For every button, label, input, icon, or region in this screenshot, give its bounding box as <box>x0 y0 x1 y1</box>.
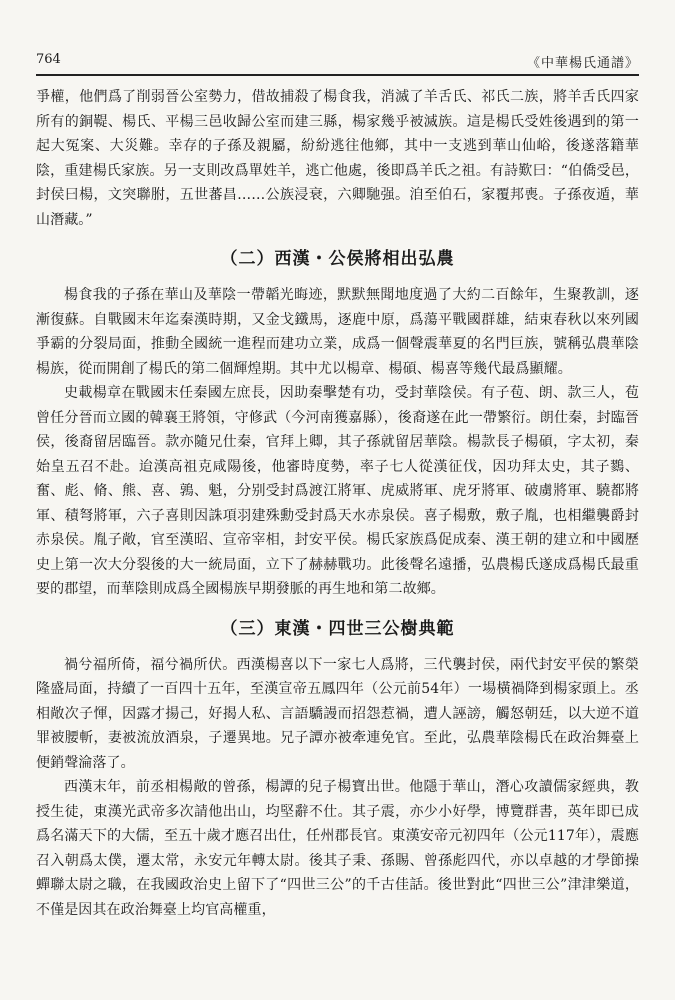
paragraph: 禍兮福所倚，福兮禍所伏。西漢楊喜以下一家七人爲將，三代襲封侯，兩代封安平侯的繁榮隆盛局面，持續了一百四十五年，至漢宣帝五鳳四年（公元前54年）一場橫禍降到楊家頭上。丞相敞次子惲，因露才揚己，好揭人私、言語驕謾而招怨惹禍，遭人誣謗，觸怒朝廷，以大逆不道罪被腰斬，妻被流放酒泉，子遷異地。兄子譚亦被牽連免官。至此，弘農華陰楊氏在政治舞臺上便銷聲淪落了。 <box>36 656 639 771</box>
paragraph: 楊食我的子孫在華山及華陰一帶韜光晦迹，默默無聞地度過了大約二百餘年，生聚教訓，逐漸復蘇。自戰國末年迄秦漢時期，又金戈鐵馬，逐鹿中原，爲蕩平戰國群雄，結束春秋以來列國爭霸的分裂局面，推動全國統一進程而建功立業，成爲一個聲震華夏的名門巨族，號稱弘農華陰楊族，從而開創了楊氏的第二個輝煌期。其中尤以楊章、楊碩、楊喜等幾代最爲顯耀。 <box>36 287 639 377</box>
page-body <box>36 85 639 922</box>
section-heading: （三）東漢・四世三公樹典範 <box>220 618 455 639</box>
page-header <box>36 44 639 76</box>
page-number: 764 <box>36 52 61 67</box>
paragraph: 爭權，他們爲了削弱晉公室勢力，借故捕殺了楊食我，消滅了羊舌氏、祁氏二族，將羊舌氏四家所有的銅鞮、楊氏、平楊三邑收歸公室而建三縣，楊家幾乎被滅族。這是楊氏受姓後遇到的第一起大冤案、大災難。幸存的子孫及親屬，紛紛逃往他鄉，其中一支逃到華山仙峪，後遂落籍華陰，重建楊氏家族。另一支則改爲單姓羊，逃亡他處，後即爲羊氏之祖。有詩歎曰：“伯僑受邑，封侯曰楊，文突聯胕，五世蕃昌……公族浸衰，六卿馳强。洎至伯石，家覆邦喪。子孫夜遁，華山潛藏。” <box>36 89 639 228</box>
paragraph: 西漢末年，前丞相楊敞的曾孫，楊譚的兒子楊寶出世。他隱于華山，潛心攻讀儒家經典，教授生徒，東漢光武帝多次請他出山，均堅辭不仕。其子震，亦少小好學，博覽群書，英年即已成爲名滿天下的大儒，至五十歲才應召出仕，任州郡長官。東漢安帝元初四年（公元117年），震應召入朝爲太僕，遷太常，永安元年轉太尉。後其子秉、孫賜、曾孫彪四代，亦以卓越的才學節操蟬聯太尉之職，在我國政治史上留下了“四世三公”的千古佳話。後世對此“四世三公”津津樂道，不僅是因其在政治舞臺上均官高權重， <box>36 779 639 918</box>
paragraph: 史載楊章在戰國末任秦國左庶長，因助秦擊楚有功，受封華陰侯。有子苞、朗、款三人，苞曾任分晉而立國的韓襄王將領，守修武（今河南獲嘉縣），後裔遂在此一帶繁衍。朗仕秦，封臨晉侯，後裔留居臨晉。款亦隨兄仕秦，官拜上卿，其子孫就留居華陰。楊款長子楊碩，字太初，秦始皇五召不赴。迨漢高祖克咸陽後，他審時度勢，率子七人從漢征伐，因功拜太史，其子鷚、奮、彪、脩、熊、喜、鶉、魁，分别受封爲渡江將軍、虎威將軍、虎牙將軍、破虜將軍、驍都將軍、積弩將軍，六子喜則因誅項羽建殊勳受封爲天水赤泉侯。喜子楊敷，敷子胤，也相繼襲爵封赤泉侯。胤子敞，官至漢昭、宣帝宰相，封安平侯。楊氏家族爲促成秦、漢王朝的建立和中國歷史上第一次大分裂後的大一統局面，立下了赫赫戰功。此後聲名遠播，弘農楊氏遂成爲楊氏最重要的郡望，而華陰則成爲全國楊族早期發脈的再生地和第二故鄉。 <box>36 385 639 597</box>
book-title: 《中華楊氏通譜》 <box>526 56 639 71</box>
section-heading: （二）西漢・公侯將相出弘農 <box>220 249 455 269</box>
